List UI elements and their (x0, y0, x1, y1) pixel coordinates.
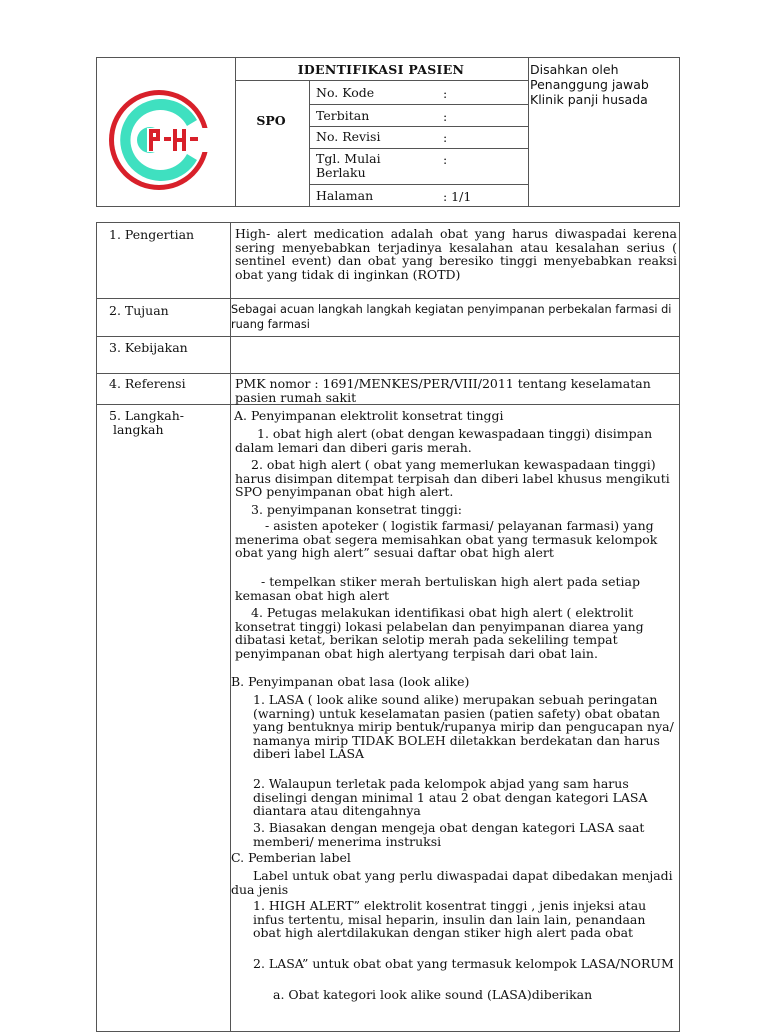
langkah-line: 4. Petugas melakukan identifikasi obat high alert ( elektrolit konsetrat tinggi) lokasi pelabelan dan penyimpanan diarea yang dibatasi ketat, berikan selotip merah pada sekeliling tempat penyimpanan obat high alertyang terpisah dari obat lain. (235, 605, 644, 661)
section-text-referensi: PMK nomor : 1691/MENKES/PER/VIII/2011 tentang keselamatan pasien rumah sakit (235, 376, 651, 405)
field-tgl-mulai-label: Tgl. Mulai Berlaku (316, 151, 381, 180)
table-divider (97, 373, 679, 374)
field-no-kode-value: : (443, 86, 448, 101)
section-label-kebijakan: 3. Kebijakan (109, 340, 188, 355)
langkah-line: B. Penyimpanan obat lasa (look alike) (231, 674, 470, 689)
header-divider (309, 184, 528, 185)
langkah-line: 1. LASA ( look alike sound alike) merupakan sebuah peringatan (warning) untuk keselamatan pasien (patien safety) obat obatan yang bentuknya mirip bentuk/rupanya mirip dan pengucapan nya/ namanya mirip TIDAK BOLEH diletakkan berdekatan dan harus diberi label LASA (253, 692, 674, 761)
field-halaman-label: Halaman (316, 188, 374, 203)
field-halaman-value: : 1/1 (443, 189, 472, 204)
header-divider (309, 148, 528, 149)
langkah-line: 3. penyimpanan konsetrat tinggi: (251, 502, 462, 517)
document-title: IDENTIFIKASI PASIEN (297, 62, 465, 77)
table-divider (97, 404, 679, 405)
langkah-line: 1. HIGH ALERT” elektrolit kosentrat tinggi , jenis injeksi atau infus tertentu, misal heparin, insulin dan lain lain, penandaan obat high alertdilakukan dengan stiker high alert pada obat (253, 898, 647, 940)
field-no-revisi-label: No. Revisi (316, 129, 381, 144)
field-terbitan-label: Terbitan (316, 108, 370, 123)
langkah-line: a. Obat kategori look alike sound (LASA)diberikan (273, 987, 593, 1002)
langkah-line: Label untuk obat yang perlu diwaspadai dapat dibedakan menjadi dua jenis (231, 868, 673, 897)
section-text-tujuan: Sebagai acuan langkah langkah kegiatan penyimpanan perbekalan farmasi di ruang farmasi (231, 303, 672, 331)
section-label-tujuan: 2. Tujuan (109, 303, 169, 318)
field-tgl-mulai-value: : (443, 152, 448, 167)
langkah-line: A. Penyimpanan elektrolit konsetrat tinggi (234, 408, 504, 423)
section-text-pengertian: High- alert medication adalah obat yang harus diwaspadai kerena sering menyebabkan terjadinya kesalahan atau kesalahan serius ( sentinel event) dan obat yang beresiko tinggi menyebabkan reaksi obat yang tidak di inginkan (ROTD) (235, 226, 677, 282)
section-label-pengertian: 1. Pengertian (109, 227, 195, 242)
langkah-line: 2. LASA” untuk obat obat yang termasuk kelompok LASA/NORUM (253, 956, 674, 971)
table-divider (97, 336, 679, 337)
section-label-langkah: 5. Langkah- langkah (109, 408, 185, 437)
header-divider (309, 80, 310, 206)
spo-label: SPO (256, 113, 286, 128)
langkah-line: - asisten apoteker ( logistik farmasi/ pelayanan farmasi) yang menerima obat segera memisahkan obat yang termasuk kelompok obat yang high alert” sesuai daftar obat high alert (235, 518, 658, 560)
procedure-table (96, 222, 680, 1032)
field-no-revisi-value: : (443, 130, 448, 145)
field-no-kode-label: No. Kode (316, 85, 375, 100)
document-header (96, 57, 680, 207)
field-terbitan-value: : (443, 109, 448, 124)
langkah-line: - tempelkan stiker merah bertuliskan high alert pada setiap kemasan obat high alert (235, 574, 640, 603)
header-divider (309, 126, 528, 127)
approval-note: Disahkan oleh Penanggung jawab Klinik panji husada (530, 62, 649, 107)
langkah-line: 3. Biasakan dengan mengeja obat dengan kategori LASA saat memberi/ menerima instruksi (253, 820, 645, 849)
langkah-line: C. Pemberian label (231, 850, 351, 865)
header-divider (528, 58, 529, 206)
header-divider (309, 104, 528, 105)
langkah-line: 1. obat high alert (obat dengan kewaspadaan tinggi) disimpan dalam lemari dan diberi garis merah. (235, 426, 653, 455)
langkah-line: 2. obat high alert ( obat yang memerlukan kewaspadaan tinggi) harus disimpan ditempat terpisah dan diberi label khusus mengikuti SPO penyimpanan obat high alert. (235, 457, 670, 499)
clinic-logo (107, 88, 225, 192)
header-divider (235, 80, 528, 81)
section-label-referensi: 4. Referensi (109, 376, 186, 391)
table-divider (230, 223, 231, 1031)
table-divider (97, 298, 679, 299)
langkah-line: 2. Walaupun terletak pada kelompok abjad yang sam harus diselingi dengan minimal 1 atau 2 obat dengan kategori LASA diantara atau ditengahnya (253, 776, 648, 818)
